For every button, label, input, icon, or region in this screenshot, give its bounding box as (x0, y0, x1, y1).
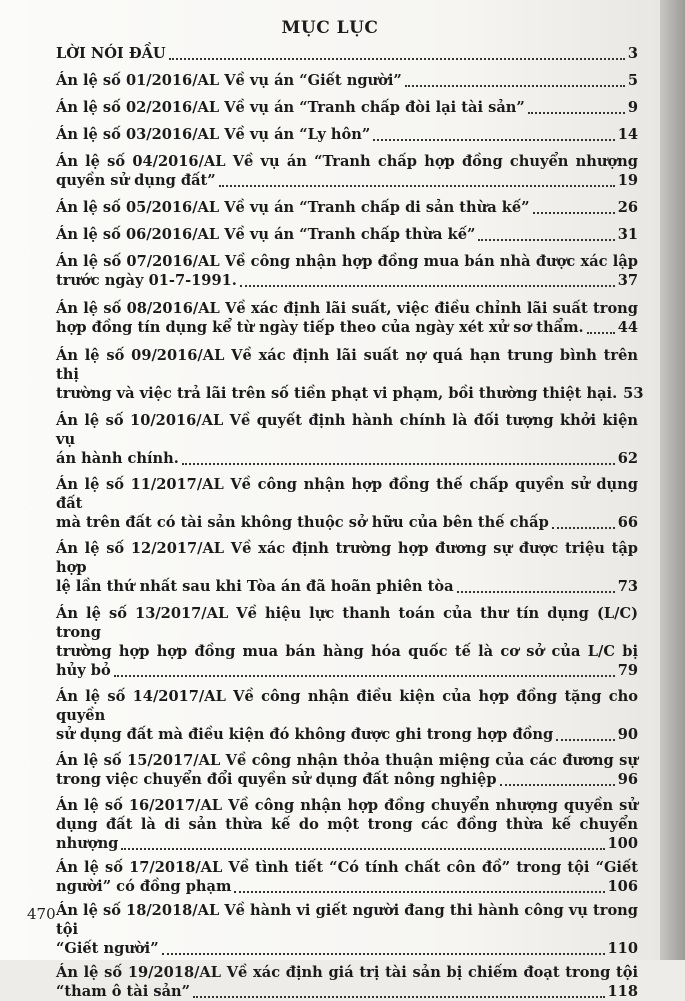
toc-entry-text: án hành chính. (56, 450, 179, 467)
dot-leader (182, 462, 615, 465)
toc-entry-text: Án lệ số 03/2016/AL Về vụ án “Ly hôn” (56, 126, 371, 143)
dot-leader (587, 331, 615, 334)
toc-entry-text: “tham ô tài sản” (56, 983, 191, 1000)
toc-entry-text: Án lệ số 02/2016/AL Về vụ án “Tranh chấp đòi lại tài sản” (56, 99, 525, 116)
toc-page-number: 118 (607, 983, 638, 1000)
toc-entry-text: Án lệ số 05/2016/AL Về vụ án “Tranh chấp di sản thừa kế” (56, 199, 530, 216)
toc-page-number: 3 (627, 45, 638, 62)
toc-page-number: 37 (617, 272, 638, 289)
toc-entry-text: nhượng (56, 835, 119, 852)
toc-entry-text: LỜI NÓI ĐẦU (56, 45, 166, 62)
toc-page-number: 79 (617, 662, 638, 679)
toc-entry[interactable] (56, 901, 638, 958)
toc-page-number: 73 (617, 578, 638, 595)
toc-entry[interactable] (56, 539, 638, 596)
page-title: MỤC LỤC (281, 18, 379, 38)
toc-entry[interactable] (56, 751, 638, 789)
dot-leader (405, 84, 625, 87)
toc-page-number: 110 (607, 940, 638, 957)
toc-entry[interactable] (56, 687, 638, 744)
toc-page-number: 26 (617, 199, 638, 216)
toc-entry[interactable] (56, 858, 638, 896)
toc-entry-text: Án lệ số 10/2016/AL Về quyết định hành chính là đối tượng khởi kiện vụ (56, 412, 638, 448)
toc-page-number: 53 (623, 385, 644, 402)
dot-leader (556, 738, 614, 741)
toc-entry[interactable] (56, 963, 638, 1001)
toc-entry-text: Án lệ số 01/2016/AL Về vụ án “Giết người” (56, 72, 402, 89)
toc-entry-text: Án lệ số 06/2016/AL Về vụ án “Tranh chấp thừa kế” (56, 226, 476, 243)
toc-entry-text: sử dụng đất mà điều kiện đó không được ghi trong hợp đồng (56, 726, 554, 743)
dot-leader (373, 138, 614, 141)
toc-entry[interactable] (56, 152, 638, 190)
toc-entry-text: Án lệ số 19/2018/AL Về xác định giá trị tài sản bị chiếm đoạt trong tội (56, 964, 638, 981)
dot-leader (234, 890, 604, 893)
toc-page-number: 90 (617, 726, 638, 743)
dot-leader (478, 238, 614, 241)
toc-entry-text: Án lệ số 18/2018/AL Về hành vi giết người đang thi hành công vụ trong tội (56, 902, 638, 938)
toc-entry-text: Án lệ số 04/2016/AL Về vụ án “Tranh chấp hợp đồng chuyển nhượng (56, 153, 638, 170)
dot-leader (240, 284, 615, 287)
toc-entry-text: dụng đất là di sản thừa kế do một trong các đồng thừa kế chuyển (56, 816, 638, 833)
toc-page-number: 96 (617, 771, 638, 788)
toc-entry[interactable] (56, 98, 638, 117)
toc-entry-text: Án lệ số 12/2017/AL Về xác định trường hợp đương sự được triệu tập hợp (56, 540, 638, 576)
toc-entry[interactable] (56, 125, 638, 144)
toc-entry[interactable] (56, 198, 638, 217)
toc-entry[interactable] (56, 346, 644, 403)
dot-leader (457, 590, 615, 593)
toc-page-number: 9 (627, 99, 638, 116)
dot-leader (500, 783, 615, 786)
dot-leader (121, 847, 604, 850)
dot-leader (552, 526, 615, 529)
toc-entry-text: hợp đồng tín dụng kể từ ngày tiếp theo của ngày xét xử sơ thẩm. (56, 319, 584, 336)
toc-page-number: 66 (617, 514, 638, 531)
toc-entry[interactable] (56, 796, 638, 853)
toc-entry-text: lệ lần thứ nhất sau khi Tòa án đã hoãn phiên tòa (56, 578, 454, 595)
toc-entry-text: trường và việc trả lãi trên số tiền phạt vi phạm, bồi thường thiệt hại. (56, 385, 618, 402)
toc-entry-text: người” có đồng phạm (56, 878, 232, 895)
toc-entry-text: Án lệ số 07/2016/AL Về công nhận hợp đồng mua bán nhà được xác lập (56, 253, 638, 270)
toc-entry[interactable] (56, 44, 638, 63)
toc-page-number: 100 (607, 835, 638, 852)
toc-entry[interactable] (56, 475, 638, 532)
toc-entry-text: hủy bỏ (56, 662, 111, 679)
page-number: 470 (27, 905, 56, 923)
toc-entry[interactable] (56, 604, 638, 680)
dot-leader (533, 211, 615, 214)
toc-entry-text: trước ngày 01-7-1991. (56, 272, 237, 289)
table-of-contents (56, 44, 644, 1001)
toc-entry-text: Án lệ số 13/2017/AL Về hiệu lực thanh toán của thư tín dụng (L/C) trong (56, 605, 638, 641)
dot-leader (193, 995, 604, 998)
toc-entry[interactable] (56, 252, 638, 290)
dot-leader (169, 57, 625, 60)
toc-page-number: 31 (617, 226, 638, 243)
toc-page-number: 14 (617, 126, 638, 143)
toc-entry-text: trong việc chuyển đổi quyền sử dụng đất nông nghiệp (56, 771, 497, 788)
toc-entry-text: Án lệ số 08/2016/AL Về xác định lãi suất, việc điều chỉnh lãi suất trong (56, 300, 638, 317)
dot-leader (528, 111, 625, 114)
toc-entry[interactable] (56, 225, 638, 244)
toc-page-number: 106 (607, 878, 638, 895)
toc-entry[interactable] (56, 411, 638, 468)
toc-entry-text: Án lệ số 14/2017/AL Về công nhận điều kiện của hợp đồng tặng cho quyền (56, 688, 638, 724)
toc-entry-text: Án lệ số 11/2017/AL Về công nhận hợp đồng thế chấp quyền sử dụng đất (56, 476, 638, 512)
toc-entry[interactable] (56, 299, 638, 337)
toc-page-number: 44 (617, 319, 638, 336)
toc-entry-text: quyền sử dụng đất” (56, 172, 216, 189)
page-edge-shadow (660, 0, 685, 960)
toc-entry-text: “Giết người” (56, 940, 159, 957)
toc-entry-text: trường hợp hợp đồng mua bán hàng hóa quốc tế là cơ sở của L/C bị (56, 643, 638, 660)
toc-page-number: 62 (617, 450, 638, 467)
toc-page-number: 5 (627, 72, 638, 89)
toc-entry-text: Án lệ số 09/2016/AL Về xác định lãi suất nợ quá hạn trung bình trên thị (56, 347, 638, 383)
toc-entry[interactable] (56, 71, 638, 90)
dot-leader (162, 952, 605, 955)
toc-entry-text: mà trên đất có tài sản không thuộc sở hữu của bên thế chấp (56, 514, 549, 531)
toc-entry-text: Án lệ số 16/2017/AL Về công nhận hợp đồng chuyển nhượng quyền sử (56, 797, 638, 814)
dot-leader (219, 184, 615, 187)
toc-page-number: 19 (617, 172, 638, 189)
toc-entry-text: Án lệ số 15/2017/AL Về công nhận thỏa thuận miệng của các đương sự (56, 752, 638, 769)
toc-entry-text: Án lệ số 17/2018/AL Về tình tiết “Có tính chất côn đồ” trong tội “Giết (56, 859, 638, 876)
dot-leader (114, 674, 615, 677)
